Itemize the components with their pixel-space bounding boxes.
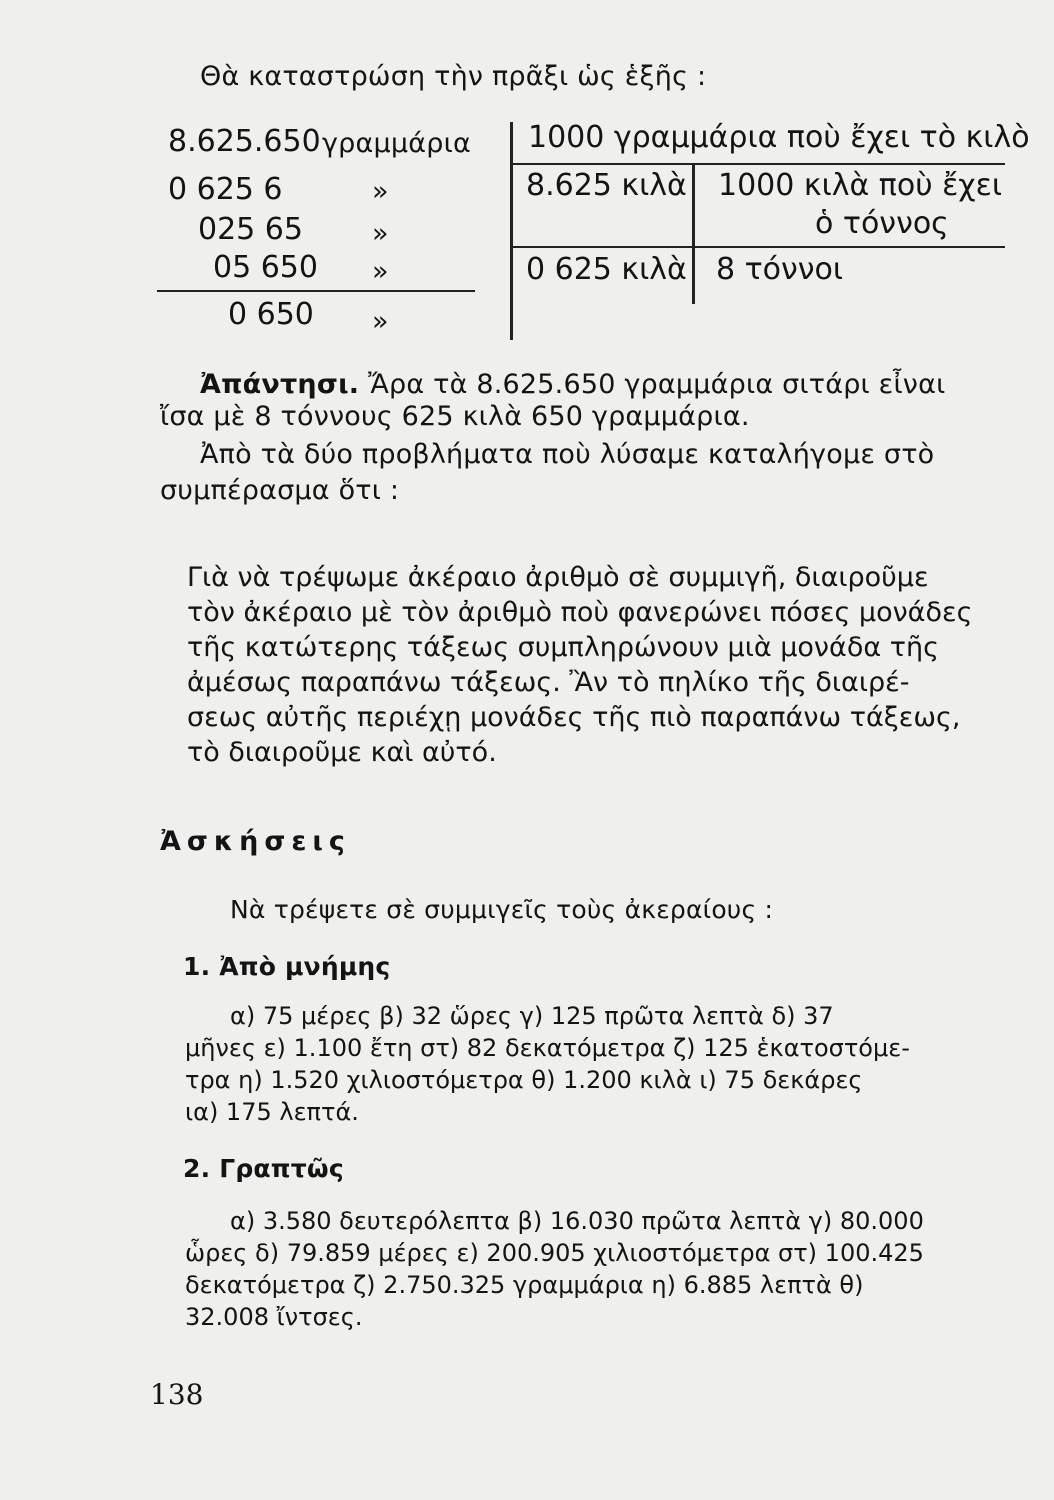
- second-divisor-line2: ὁ τόννος: [815, 206, 949, 241]
- exercise-line: μῆνες ε) 1.100 ἔτη στ) 82 δεκατόμετρα ζ) 125 ἑκατοστόμε-: [185, 1034, 910, 1062]
- partial-remainder-2: 025 65: [198, 212, 303, 247]
- second-remainder: 0 625 κιλὰ: [526, 252, 687, 287]
- rule-line: τὸ διαιροῦμε καὶ αὐτό.: [187, 737, 497, 768]
- rule-line: σεως αὐτῆς περιέχῃ μονάδες τῆς πιὸ παραπάνω τάξεως,: [187, 702, 961, 733]
- ditto-mark-4: »: [372, 306, 389, 337]
- answer-label: Ἀπάντησι.: [200, 369, 360, 400]
- rule-line: τῆς κατώτερης τάξεως συμπληρώνουν μιὰ μονάδα τῆς: [187, 632, 939, 663]
- section-2-exercises: [185, 1205, 975, 1333]
- dividend-number: 8.625.650: [168, 124, 321, 159]
- partial-remainder-1: 0 625 6: [168, 172, 283, 207]
- exercises-instruction: Νὰ τρέψετε σὲ συμμιγεῖς τοὺς ἀκεραίους :: [230, 895, 774, 924]
- answer-text: Ἄρα τὰ 8.625.650 γραμμάρια σιτάρι εἶναι: [368, 369, 946, 400]
- rule-line: Γιὰ νὰ τρέψωμε ἀκέραιο ἀριθμὸ σὲ συμμιγῆ, διαιροῦμε: [187, 562, 929, 593]
- exercises-heading: Ἀσκήσεις: [160, 826, 351, 857]
- first-quotient: 8.625 κιλὰ: [526, 168, 687, 203]
- section-1-exercises: [185, 1000, 975, 1128]
- divisor-vertical-rule: [510, 122, 513, 340]
- answer-line-2: ἴσα μὲ 8 τόννους 625 κιλὰ 650 γραμμάρια.: [160, 401, 750, 432]
- section-2-heading: 2. Γραπτῶς: [183, 1154, 344, 1183]
- partial-remainder-3: 05 650: [213, 250, 318, 285]
- answer-line-1: [200, 368, 945, 402]
- dividend-unit: γραμμάρια: [322, 128, 471, 159]
- conclusion-line-2: συμπέρασμα ὅτι :: [160, 475, 400, 506]
- second-divisor-line1: 1000 κιλὰ ποὺ ἔχει: [718, 168, 1003, 203]
- exercise-line: 32.008 ἴντσες.: [185, 1303, 363, 1331]
- page-number: 138: [150, 1378, 204, 1411]
- final-remainder: 0 650: [228, 297, 314, 332]
- rule-line: τὸν ἀκέραιο μὲ τὸν ἀριθμὸ ποὺ φανερώνει πόσες μονάδες: [187, 597, 973, 628]
- ditto-mark-1: »: [372, 176, 389, 207]
- exercise-line: ια) 175 λεπτά.: [185, 1098, 359, 1126]
- divisor-rule: [510, 163, 1005, 165]
- exercise-line: δεκατόμετρα ζ) 2.750.325 γραμμάρια η) 6.885 λεπτὰ θ): [185, 1271, 864, 1299]
- exercise-line: ὧρες δ) 79.859 μέρες ε) 200.905 χιλιοστόμετρα στ) 100.425: [185, 1239, 924, 1267]
- second-divisor-rule: [512, 246, 1005, 248]
- exercise-line: τρα η) 1.520 χιλιοστόμετρα θ) 1.200 κιλὰ ι) 75 δεκάρες: [185, 1066, 863, 1094]
- divisor-header: 1000 γραμμάρια ποὺ ἔχει τὸ κιλὸ: [528, 120, 1030, 155]
- rule-line: ἀμέσως παραπάνω τάξεως. Ἂν τὸ πηλίκο τῆς διαιρέ-: [187, 667, 910, 698]
- second-quotient: 8 τόννοι: [716, 252, 844, 287]
- exercise-line: α) 75 μέρες β) 32 ὥρες γ) 125 πρῶτα λεπτὰ δ) 37: [230, 1002, 834, 1030]
- ditto-mark-2: »: [372, 218, 389, 249]
- rule-box: [157, 535, 1017, 785]
- exercise-line: α) 3.580 δευτερόλεπτα β) 16.030 πρῶτα λεπτὰ γ) 80.000: [230, 1207, 924, 1235]
- conclusion-line-1: Ἀπὸ τὰ δύο προβλήματα ποὺ λύσαμε καταλήγομε στὸ: [200, 439, 935, 470]
- intro-line: Θὰ καταστρώση τὴν πρᾶξι ὡς ἑξῆς :: [200, 61, 707, 92]
- remainder-rule: [157, 290, 475, 292]
- second-division-vertical-rule: [692, 164, 695, 304]
- ditto-mark-3: »: [372, 256, 389, 287]
- section-1-heading: 1. Ἀπὸ μνήμης: [183, 952, 391, 981]
